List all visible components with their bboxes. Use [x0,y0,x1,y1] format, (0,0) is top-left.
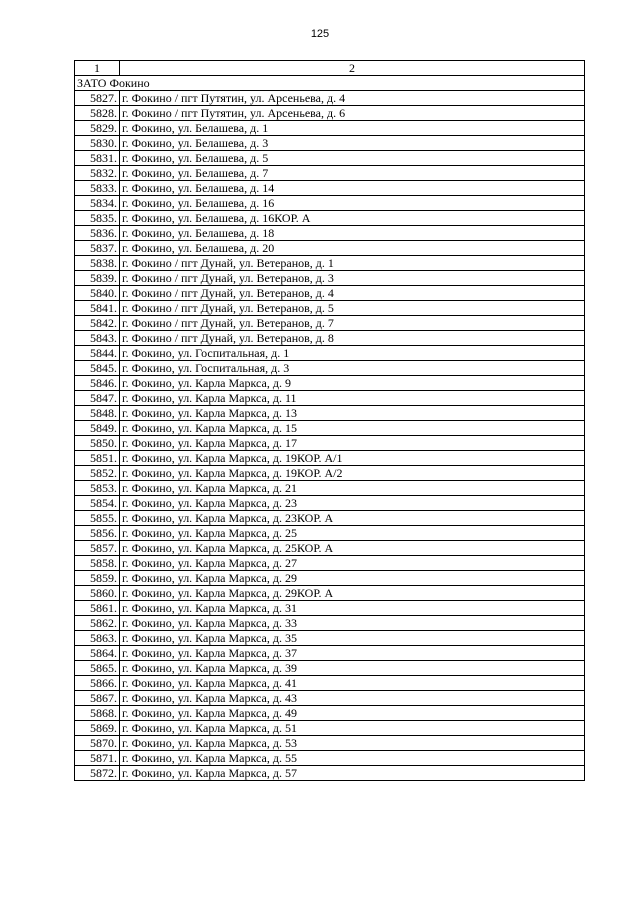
row-address: г. Фокино, ул. Карла Маркса, д. 27 [120,556,585,571]
row-address: г. Фокино / пгт Дунай, ул. Ветеранов, д. 3 [120,271,585,286]
row-address: г. Фокино, ул. Карла Маркса, д. 13 [120,406,585,421]
row-number: 5852. [75,466,120,481]
row-address: г. Фокино, ул. Карла Маркса, д. 43 [120,691,585,706]
table-row [75,211,585,226]
row-number: 5860. [75,586,120,601]
row-address: г. Фокино, ул. Госпитальная, д. 3 [120,361,585,376]
table-row [75,391,585,406]
row-address: г. Фокино, ул. Белашева, д. 14 [120,181,585,196]
row-address: г. Фокино / пгт Дунай, ул. Ветеранов, д. 1 [120,256,585,271]
table-row [75,91,585,106]
row-number: 5834. [75,196,120,211]
table-row [75,601,585,616]
table-row [75,346,585,361]
table-row [75,706,585,721]
row-number: 5844. [75,346,120,361]
table-row [75,736,585,751]
row-address: г. Фокино / пгт Дунай, ул. Ветеранов, д. 5 [120,301,585,316]
table-row [75,451,585,466]
table-row [75,466,585,481]
table-row [75,106,585,121]
row-number: 5836. [75,226,120,241]
row-number: 5843. [75,331,120,346]
row-number: 5831. [75,151,120,166]
row-address: г. Фокино, ул. Карла Маркса, д. 17 [120,436,585,451]
row-number: 5863. [75,631,120,646]
table-row [75,181,585,196]
table-row [75,136,585,151]
page-number: 125 [310,28,330,40]
row-address: г. Фокино, ул. Карла Маркса, д. 53 [120,736,585,751]
table-row [75,481,585,496]
column-number-1: 1 [75,61,120,76]
row-number: 5869. [75,721,120,736]
row-number: 5833. [75,181,120,196]
table-row [75,766,585,781]
row-number: 5832. [75,166,120,181]
row-number: 5849. [75,421,120,436]
row-number: 5870. [75,736,120,751]
row-number: 5839. [75,271,120,286]
table-row [75,721,585,736]
row-address: г. Фокино, ул. Госпитальная, д. 1 [120,346,585,361]
row-number: 5861. [75,601,120,616]
row-number: 5867. [75,691,120,706]
table-row [75,316,585,331]
table-row [75,691,585,706]
row-address: г. Фокино, ул. Карла Маркса, д. 49 [120,706,585,721]
row-address: г. Фокино, ул. Карла Маркса, д. 21 [120,481,585,496]
row-number: 5827. [75,91,120,106]
row-number: 5828. [75,106,120,121]
row-address: г. Фокино / пгт Путятин, ул. Арсеньева, д. 6 [120,106,585,121]
row-number: 5835. [75,211,120,226]
row-number: 5862. [75,616,120,631]
column-number-2: 2 [120,61,585,76]
row-number: 5854. [75,496,120,511]
section-title: ЗАТО Фокино [75,76,585,91]
row-address: г. Фокино, ул. Карла Маркса, д. 23КОР. А [120,511,585,526]
table-row [75,331,585,346]
row-number: 5830. [75,136,120,151]
row-address: г. Фокино, ул. Карла Маркса, д. 29КОР. А [120,586,585,601]
row-number: 5850. [75,436,120,451]
row-number: 5865. [75,661,120,676]
table-row [75,751,585,766]
row-number: 5858. [75,556,120,571]
row-number: 5847. [75,391,120,406]
section-row [75,76,585,91]
row-address: г. Фокино, ул. Белашева, д. 7 [120,166,585,181]
table-row [75,511,585,526]
row-address: г. Фокино, ул. Белашева, д. 20 [120,241,585,256]
row-number: 5871. [75,751,120,766]
row-number: 5855. [75,511,120,526]
row-address: г. Фокино, ул. Карла Маркса, д. 41 [120,676,585,691]
row-number: 5845. [75,361,120,376]
table-row [75,196,585,211]
row-number: 5872. [75,766,120,781]
table-row [75,631,585,646]
row-address: г. Фокино, ул. Карла Маркса, д. 9 [120,376,585,391]
row-address: г. Фокино, ул. Карла Маркса, д. 39 [120,661,585,676]
table-row [75,226,585,241]
table-row [75,376,585,391]
table-row [75,421,585,436]
table-row [75,556,585,571]
row-number: 5848. [75,406,120,421]
row-address: г. Фокино, ул. Карла Маркса, д. 23 [120,496,585,511]
row-number: 5853. [75,481,120,496]
row-address: г. Фокино, ул. Белашева, д. 16КОР. А [120,211,585,226]
table-row [75,646,585,661]
row-address: г. Фокино / пгт Дунай, ул. Ветеранов, д. 8 [120,331,585,346]
table-row [75,241,585,256]
row-number: 5866. [75,676,120,691]
table-row [75,286,585,301]
table-row [75,571,585,586]
table-row [75,121,585,136]
table-row [75,541,585,556]
row-address: г. Фокино, ул. Карла Маркса, д. 57 [120,766,585,781]
row-address: г. Фокино, ул. Карла Маркса, д. 19КОР. А/2 [120,466,585,481]
row-address: г. Фокино, ул. Карла Маркса, д. 25 [120,526,585,541]
row-address: г. Фокино, ул. Карла Маркса, д. 19КОР. А/1 [120,451,585,466]
row-number: 5842. [75,316,120,331]
row-address: г. Фокино, ул. Белашева, д. 18 [120,226,585,241]
table-row [75,496,585,511]
address-table [74,60,585,781]
table-row [75,406,585,421]
row-address: г. Фокино, ул. Белашева, д. 5 [120,151,585,166]
row-address: г. Фокино, ул. Карла Маркса, д. 11 [120,391,585,406]
row-address: г. Фокино / пгт Дунай, ул. Ветеранов, д. 4 [120,286,585,301]
table-row [75,301,585,316]
table-row [75,166,585,181]
row-address: г. Фокино, ул. Белашева, д. 3 [120,136,585,151]
row-number: 5838. [75,256,120,271]
address-table-body [75,61,585,781]
table-row [75,676,585,691]
row-address: г. Фокино, ул. Карла Маркса, д. 29 [120,571,585,586]
table-row [75,361,585,376]
row-number: 5840. [75,286,120,301]
table-row [75,151,585,166]
table-row [75,256,585,271]
table-row [75,661,585,676]
row-number: 5856. [75,526,120,541]
row-number: 5868. [75,706,120,721]
row-address: г. Фокино, ул. Карла Маркса, д. 15 [120,421,585,436]
row-address: г. Фокино, ул. Карла Маркса, д. 55 [120,751,585,766]
table-row [75,616,585,631]
row-number: 5864. [75,646,120,661]
row-number: 5857. [75,541,120,556]
table-row [75,586,585,601]
row-address: г. Фокино, ул. Карла Маркса, д. 33 [120,616,585,631]
row-number: 5841. [75,301,120,316]
row-address: г. Фокино, ул. Карла Маркса, д. 25КОР. А [120,541,585,556]
row-number: 5846. [75,376,120,391]
row-address: г. Фокино, ул. Карла Маркса, д. 35 [120,631,585,646]
table-row [75,271,585,286]
row-address: г. Фокино / пгт Путятин, ул. Арсеньева, д. 4 [120,91,585,106]
row-address: г. Фокино / пгт Дунай, ул. Ветеранов, д. 7 [120,316,585,331]
column-number-row [75,61,585,76]
table-row [75,526,585,541]
table-row [75,436,585,451]
row-address: г. Фокино, ул. Карла Маркса, д. 37 [120,646,585,661]
row-number: 5859. [75,571,120,586]
row-address: г. Фокино, ул. Карла Маркса, д. 51 [120,721,585,736]
row-address: г. Фокино, ул. Белашева, д. 16 [120,196,585,211]
row-number: 5837. [75,241,120,256]
row-number: 5829. [75,121,120,136]
row-address: г. Фокино, ул. Карла Маркса, д. 31 [120,601,585,616]
row-address: г. Фокино, ул. Белашева, д. 1 [120,121,585,136]
row-number: 5851. [75,451,120,466]
